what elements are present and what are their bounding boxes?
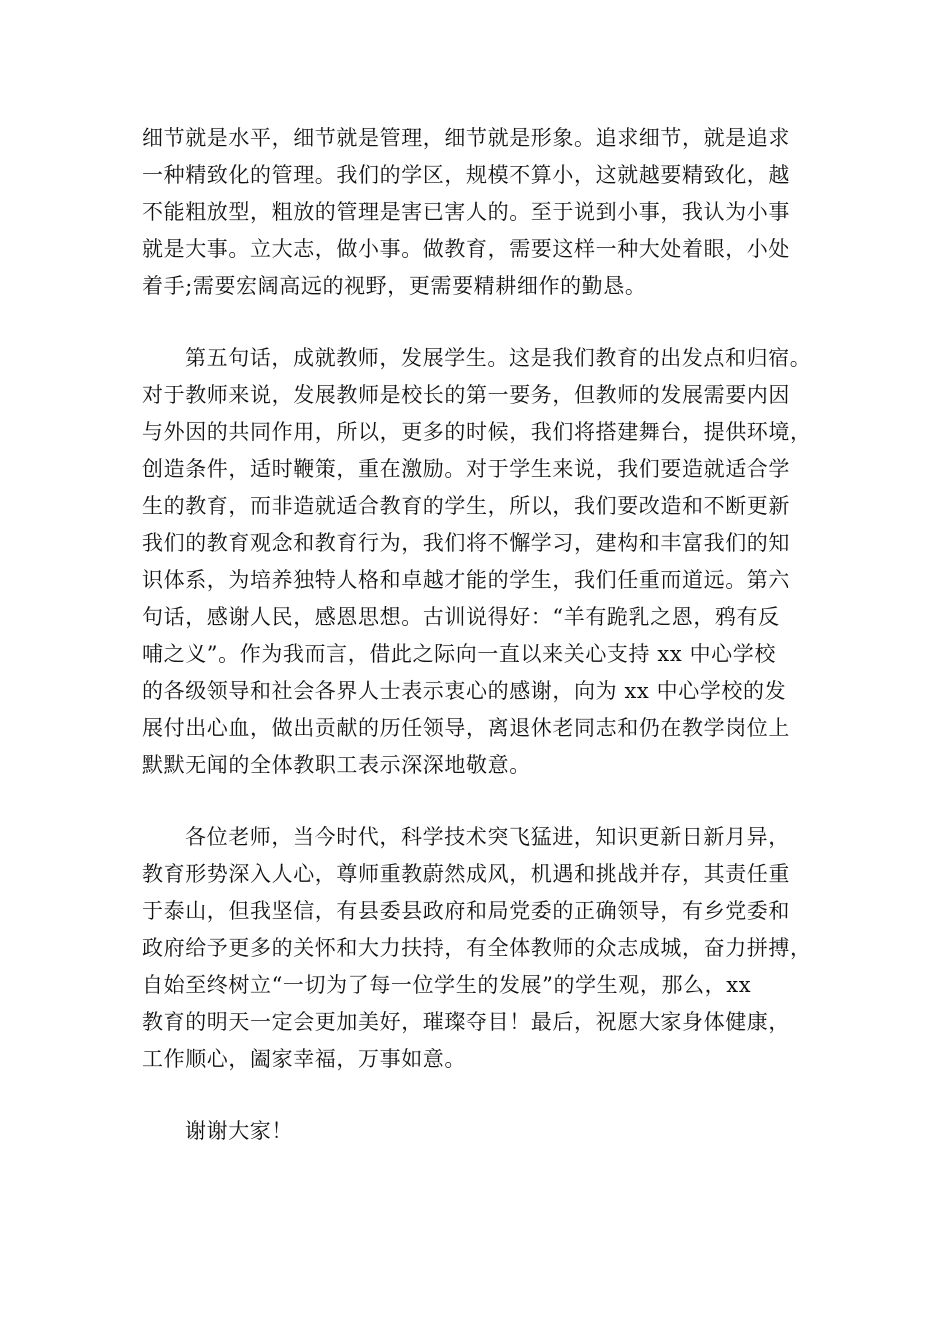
paragraph-2-line-4: 创造条件，适时鞭策，重在激励。对于学生来说，我们要造就适合学 [142,457,790,481]
paragraph-3-line-4: 政府给予更多的关怀和大力扶持，有全体教师的众志成城，奋力拼搏， [142,936,812,960]
paragraph-3-line-7: 工作顺心，阖家幸福，万事如意。 [142,1047,466,1071]
paragraph-2-line-6: 我们的教育观念和教育行为，我们将不懈学习，建构和丰富我们的知 [142,531,790,555]
paragraph-3-line-2: 教育形势深入人心，尊师重教蔚然成风，机遇和挑战并存，其责任重 [142,862,790,886]
paragraph-3-line-5: 自始至终树立“一切为了每一位学生的发展”的学生观，那么，xx [142,973,752,997]
paragraph-1-line-1: 细节就是水平，细节就是管理，细节就是形象。追求细节，就是追求 [142,126,790,150]
paragraph-2-line-3: 与外因的共同作用，所以，更多的时候，我们将搭建舞台，提供环境， [142,420,812,444]
paragraph-2-line-9: 哺之义”。作为我而言，借此之际向一直以来关心支持 xx 中心学校 [142,642,776,666]
paragraph-2-line-10: 的各级领导和社会各界人士表示衷心的感谢，向为 xx 中心学校的发 [142,679,787,703]
paragraph-3-line-3: 于泰山，但我坚信，有县委县政府和局党委的正确领导，有乡党委和 [142,899,790,923]
paragraph-3-line-1: 各位老师，当今时代，科学技术突飞猛进，知识更新日新月异， [185,825,790,849]
paragraph-4-line-1: 谢谢大家！ [185,1119,293,1143]
paragraph-2-line-11: 展付出心血，做出贡献的历任领导，离退休老同志和仍在教学岗位上 [142,716,790,740]
paragraph-2-line-8: 句话，感谢人民，感恩思想。古训说得好：“羊有跪乳之恩，鸦有反 [142,605,780,629]
paragraph-2-line-2: 对于教师来说，发展教师是校长的第一要务，但教师的发展需要内因 [142,383,790,407]
paragraph-2-line-5: 生的教育，而非造就适合教育的学生，所以，我们要改造和不断更新 [142,494,790,518]
paragraph-2-line-1: 第五句话，成就教师，发展学生。这是我们教育的出发点和归宿。 [185,346,812,370]
paragraph-1-line-2: 一种精致化的管理。我们的学区，规模不算小，这就越要精致化，越 [142,163,790,187]
paragraph-2-line-12: 默默无闻的全体教职工表示深深地敬意。 [142,753,531,777]
paragraph-1-line-5: 着手;需要宏阔高远的视野，更需要精耕细作的勤恳。 [142,274,647,298]
paragraph-1-line-4: 就是大事。立大志，做小事。做教育，需要这样一种大处着眼，小处 [142,237,790,261]
paragraph-1-line-3: 不能粗放型，粗放的管理是害已害人的。至于说到小事，我认为小事 [142,200,790,224]
paragraph-2-line-7: 识体系，为培养独特人格和卓越才能的学生，我们任重而道远。第六 [142,568,790,592]
paragraph-3-line-6: 教育的明天一定会更加美好，璀璨夺目！最后，祝愿大家身体健康， [142,1010,790,1034]
